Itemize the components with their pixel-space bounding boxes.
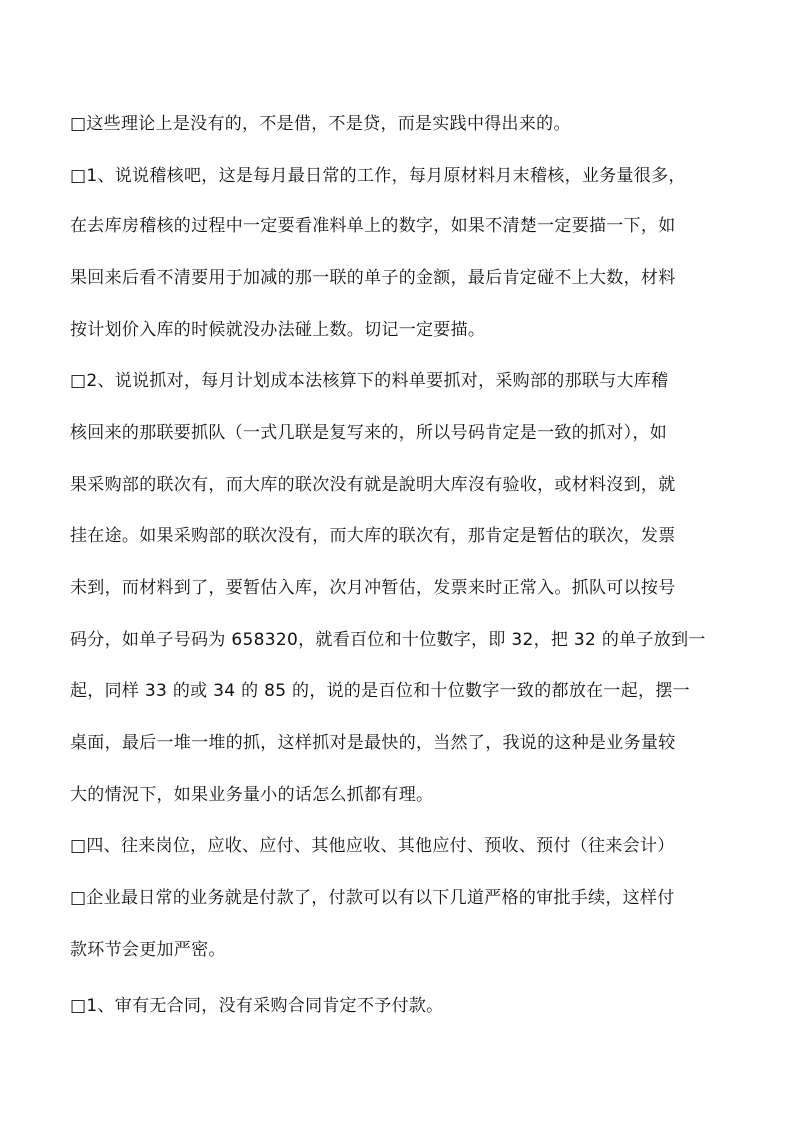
text-line-11: 码分，如单子号码为 658320，就看百位和十位數字，即 32，把 32 的单子放到一: [70, 630, 706, 650]
text-line-13: 桌面，最后一堆一堆的抓，这样抓对是最快的，当然了，我说的这种是业务量较: [70, 733, 676, 753]
text-line-15: □四、往来岗位，应收、应付、其他应收、其他应付、预收、预付（往来会计）: [70, 836, 675, 856]
text-line-2: □1、说说稽核吧，这是每月最日常的工作，每月原材料月末稽核，业务量很多，: [70, 166, 686, 186]
text-line-18: □1、审有无合同，没有采购合同肯定不予付款。: [70, 996, 444, 1016]
text-line-12: 起，同样 33 的或 34 的 85 的，说的是百位和十位數字一致的都放在一起，摆一: [70, 681, 690, 701]
text-line-6: □2、说说抓对，每月计划成本法核算下的料单要抓对，采购部的那联与大库稽: [70, 371, 669, 391]
text-line-14: 大的情況下，如果业务量小的话怎么抓都有理。: [70, 785, 434, 805]
text-line-17: 款环节会更加严密。: [70, 940, 226, 960]
text-line-16: □企业最日常的业务就是付款了，付款可以有以下几道严格的审批手续，这样付: [70, 888, 675, 908]
text-line-4: 果回来后看不清要用于加减的那一联的单子的金额，最后肯定碰不上大数，材料: [70, 268, 676, 288]
text-line-3: 在去库房稽核的过程中一定要看准料单上的数字，如果不清楚一定要描一下，如: [70, 216, 676, 236]
text-line-7: 核回来的那联要抓队（一式几联是复写来的，所以号码肯定是一致的抓对），如: [70, 423, 667, 443]
text-line-10: 未到，而材料到了，要暂估入库，次月冲暂估，发票来时正常入。抓队可以按号: [70, 578, 676, 598]
text-line-8: 果采购部的联次有，而大库的联次没有就是說明大库沒有验收，或材料沒到，就: [70, 475, 676, 495]
text-line-5: 按计划价入库的时候就没办法碰上数。切记一定要描。: [70, 320, 486, 340]
text-line-9: 挂在途。如果采购部的联次没有，而大库的联次有，那肯定是暂估的联次，发票: [70, 526, 676, 546]
text-line-1: □这些理论上是没有的，不是借，不是贷，而是实践中得出来的。: [70, 114, 571, 134]
